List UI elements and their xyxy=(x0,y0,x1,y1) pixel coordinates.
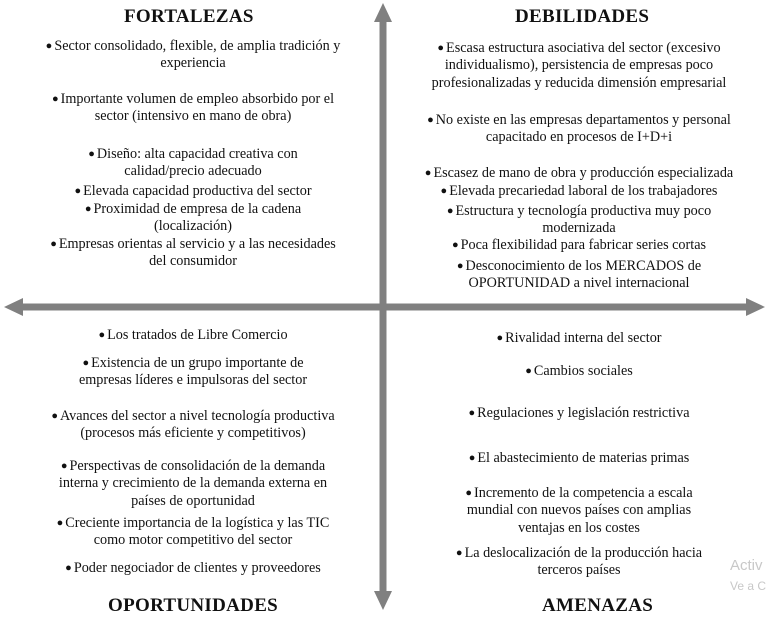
amenazas-item-line xyxy=(396,405,762,422)
bullet-icon: ● xyxy=(440,185,448,197)
fortalezas-item xyxy=(10,38,376,73)
amenazas-item-text: mundial con nuevos países con amplias xyxy=(466,502,692,519)
fortalezas-item-text: Elevada capacidad productiva del sector xyxy=(83,183,312,199)
bullet-icon: ● xyxy=(496,332,504,344)
amenazas-item xyxy=(396,450,762,467)
fortalezas-item xyxy=(10,201,376,236)
fortalezas-item-line xyxy=(10,91,376,108)
oportunidades-item-line xyxy=(10,560,376,577)
oportunidades-item-line xyxy=(10,327,376,344)
oportunidades-item-text: interna y crecimiento de la demanda externa en xyxy=(58,475,328,492)
oportunidades-item xyxy=(10,458,376,510)
oportunidades-item-line xyxy=(10,475,376,492)
debilidades-item xyxy=(396,40,762,92)
debilidades-item-text: Desconocimiento de los MERCADOS de xyxy=(465,258,702,274)
bullet-icon: ● xyxy=(451,239,459,251)
amenazas-item-text: Rivalidad interna del sector xyxy=(505,330,662,346)
bullet-icon: ● xyxy=(50,238,57,250)
bullet-icon: ● xyxy=(424,167,432,179)
debilidades-item-line xyxy=(396,237,762,254)
oportunidades-item xyxy=(10,327,376,344)
amenazas-item-line xyxy=(396,545,762,562)
bullet-icon: ● xyxy=(455,547,463,559)
oportunidades-item-text: países de oportunidad xyxy=(131,492,255,509)
amenazas-item-line xyxy=(396,485,762,502)
debilidades-item-line xyxy=(396,75,762,92)
debilidades-item-text: Estructura y tecnología productiva muy poco xyxy=(455,203,712,219)
debilidades-item-text: Escasez de mano de obra y producción especializada xyxy=(433,165,734,181)
fortalezas-item-line xyxy=(10,253,376,270)
oportunidades-item-text: Perspectivas de consolidación de la demanda xyxy=(69,458,326,474)
fortalezas-item-text: experiencia xyxy=(160,55,226,72)
debilidades-item-text: profesionalizadas y reducida dimensión empresarial xyxy=(431,74,727,91)
debilidades-item xyxy=(396,183,762,200)
fortalezas-item-line xyxy=(10,108,376,125)
activation-watermark xyxy=(730,556,766,596)
debilidades-item-line xyxy=(396,40,762,57)
amenazas-item-line xyxy=(396,330,762,347)
heading-fortalezas: FORTALEZAS xyxy=(124,6,254,27)
bullet-icon: ● xyxy=(56,517,64,529)
heading-amenazas: AMENAZAS xyxy=(542,595,654,616)
fortalezas-item-line xyxy=(10,146,376,163)
debilidades-item xyxy=(396,112,762,147)
bullet-icon: ● xyxy=(427,114,434,126)
debilidades-item-text: capacitado en procesos de I+D+i xyxy=(485,129,673,146)
amenazas-item-text: ventajas en los costes xyxy=(518,519,640,536)
bullet-icon: ● xyxy=(84,203,92,215)
debilidades-item-line xyxy=(396,275,762,292)
oportunidades-item xyxy=(10,355,376,390)
oportunidades-item-line xyxy=(10,372,376,389)
debilidades-item xyxy=(396,237,762,254)
debilidades-item xyxy=(396,203,762,238)
arrow-head-right-icon xyxy=(746,298,765,316)
bullet-icon: ● xyxy=(51,410,58,422)
oportunidades-quadrant xyxy=(10,315,376,595)
debilidades-item-line xyxy=(396,220,762,237)
bullet-icon: ● xyxy=(82,357,90,369)
amenazas-item-text: La deslocalización de la producción hacia xyxy=(464,545,703,561)
debilidades-item-text: Elevada precariedad laboral de los trabajadores xyxy=(449,183,718,199)
fortalezas-quadrant xyxy=(10,0,376,300)
debilidades-item-text: Escasa estructura asociativa del sector (excesivo xyxy=(446,40,721,56)
debilidades-item-line xyxy=(396,258,762,275)
fortalezas-item-text: sector (intensivo en mano de obra) xyxy=(94,108,292,125)
heading-debilidades: DEBILIDADES xyxy=(515,6,650,27)
amenazas-item-text: El abastecimiento de materias primas xyxy=(477,450,690,466)
bullet-icon: ● xyxy=(65,562,72,574)
fortalezas-item-text: Sector consolidado, flexible, de amplia tradición y xyxy=(54,38,341,54)
amenazas-item-text: Incremento de la competencia a escala xyxy=(474,485,693,501)
amenazas-item-line xyxy=(396,502,762,519)
oportunidades-item-line xyxy=(10,532,376,549)
debilidades-item-text: modernizada xyxy=(542,220,616,237)
bullet-icon: ● xyxy=(98,329,106,341)
amenazas-item-text: Regulaciones y legislación restrictiva xyxy=(477,405,690,421)
fortalezas-item-line xyxy=(10,183,376,200)
fortalezas-item xyxy=(10,183,376,200)
debilidades-item-line xyxy=(396,57,762,74)
bullet-icon: ● xyxy=(468,407,476,419)
fortalezas-item-line xyxy=(10,236,376,253)
oportunidades-item-text: Existencia de un grupo importante de xyxy=(91,355,304,371)
fortalezas-item xyxy=(10,236,376,271)
debilidades-item-line xyxy=(396,112,762,129)
amenazas-item-line xyxy=(396,450,762,467)
debilidades-item-text: No existe en las empresas departamentos y personal xyxy=(435,112,731,128)
fortalezas-item-text: del consumidor xyxy=(149,253,237,270)
bullet-icon: ● xyxy=(437,42,445,54)
oportunidades-item-line xyxy=(10,425,376,442)
debilidades-quadrant xyxy=(396,0,762,300)
oportunidades-item-line xyxy=(10,355,376,372)
debilidades-item-line xyxy=(396,203,762,220)
amenazas-item-line xyxy=(396,562,762,579)
amenazas-item-text: Cambios sociales xyxy=(533,363,633,379)
oportunidades-item-text: Avances del sector a nivel tecnología productiva xyxy=(59,408,335,424)
debilidades-item-line xyxy=(396,165,762,182)
fortalezas-item-text: calidad/precio adecuado xyxy=(124,163,262,180)
bullet-icon: ● xyxy=(51,93,59,105)
debilidades-item-text: Poca flexibilidad para fabricar series cortas xyxy=(460,237,707,253)
debilidades-item-line xyxy=(396,183,762,200)
amenazas-item-line xyxy=(396,520,762,537)
oportunidades-item-line xyxy=(10,408,376,425)
arrow-head-left-icon xyxy=(4,298,23,316)
bullet-icon: ● xyxy=(446,205,454,217)
bullet-icon: ● xyxy=(45,40,53,52)
oportunidades-item-text: empresas líderes e impulsoras del sector xyxy=(78,372,308,389)
fortalezas-item-text: Proximidad de empresa de la cadena xyxy=(93,201,302,217)
debilidades-item-text: individualismo), persistencia de empresas poco xyxy=(444,57,714,74)
oportunidades-item xyxy=(10,515,376,550)
bullet-icon: ● xyxy=(465,487,473,499)
amenazas-item xyxy=(396,330,762,347)
debilidades-item xyxy=(396,165,762,182)
amenazas-item xyxy=(396,485,762,537)
amenazas-quadrant xyxy=(396,315,762,595)
fortalezas-item-text: Diseño: alta capacidad creativa con xyxy=(96,146,298,162)
oportunidades-item-line xyxy=(10,458,376,475)
amenazas-item-line xyxy=(396,363,762,380)
fortalezas-item-line xyxy=(10,38,376,55)
heading-oportunidades: OPORTUNIDADES xyxy=(108,595,279,616)
oportunidades-item xyxy=(10,408,376,443)
debilidades-item-text: OPORTUNIDAD a nivel internacional xyxy=(468,275,690,292)
watermark-line-2: Ve a C xyxy=(730,579,767,593)
fortalezas-item-line xyxy=(10,218,376,235)
bullet-icon: ● xyxy=(74,185,82,197)
bullet-icon: ● xyxy=(468,452,476,464)
fortalezas-item-line xyxy=(10,163,376,180)
bullet-icon: ● xyxy=(456,260,464,272)
fortalezas-item-line xyxy=(10,201,376,218)
bullet-icon: ● xyxy=(60,460,68,472)
oportunidades-item-text: (procesos más eficiente y competitivos) xyxy=(80,425,306,442)
oportunidades-item-text: Creciente importancia de la logística y las TIC xyxy=(65,515,330,531)
fortalezas-item-text: Importante volumen de empleo absorbido por el xyxy=(60,91,335,107)
oportunidades-item-text: como motor competitivo del sector xyxy=(93,532,293,549)
amenazas-item xyxy=(396,545,762,580)
watermark-line-1: Activ xyxy=(730,557,763,574)
fortalezas-item xyxy=(10,146,376,181)
oportunidades-item-line xyxy=(10,493,376,510)
bullet-icon: ● xyxy=(88,148,95,160)
fortalezas-item xyxy=(10,91,376,126)
fortalezas-item-line xyxy=(10,55,376,72)
fortalezas-item-text: (localización) xyxy=(154,218,232,235)
debilidades-item-line xyxy=(396,129,762,146)
amenazas-item xyxy=(396,363,762,380)
oportunidades-item-text: Los tratados de Libre Comercio xyxy=(107,327,288,343)
arrow-head-down-icon xyxy=(374,591,392,610)
bullet-icon: ● xyxy=(525,365,532,377)
fortalezas-item-text: Empresas orientas al servicio y a las necesidades xyxy=(58,236,336,252)
amenazas-item xyxy=(396,405,762,422)
oportunidades-item-line xyxy=(10,515,376,532)
oportunidades-item-text: Poder negociador de clientes y proveedores xyxy=(73,560,321,576)
arrow-head-up-icon xyxy=(374,3,392,22)
oportunidades-item xyxy=(10,560,376,577)
amenazas-item-text: terceros países xyxy=(537,562,621,579)
debilidades-item xyxy=(396,258,762,293)
